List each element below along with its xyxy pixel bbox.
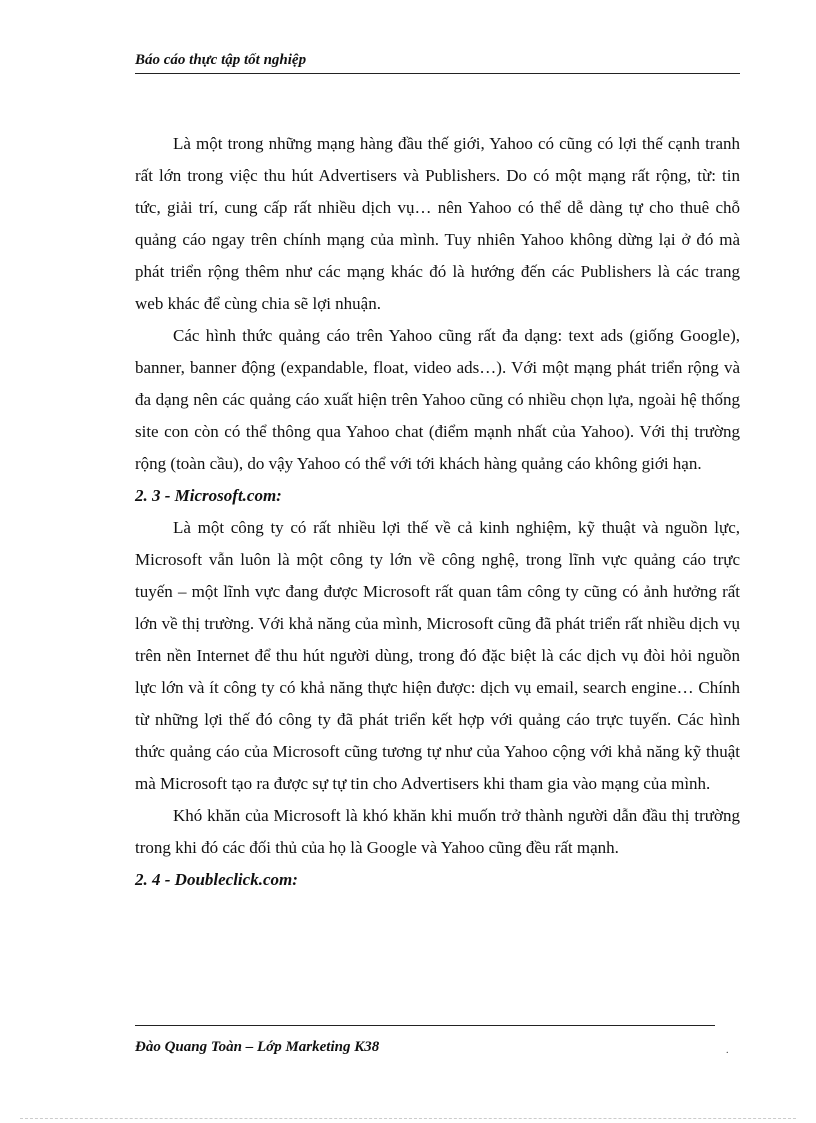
section-heading-doubleclick: 2. 4 - Doubleclick.com: <box>135 870 298 889</box>
paragraph-microsoft-advantage: Là một công ty có rất nhiều lợi thế về cả kinh nghiệm, kỹ thuật và nguồn lực, Microsoft vẫn luôn là một công ty lớn về công nghệ, trong lĩnh vực quảng cáo trực tuyến – một lĩnh vực đang được Microsoft rất quan tâm công ty cũng có ảnh hưởng rất lớn về thị trường. Với khả năng của mình, Microsoft cũng đã phát triển rất nhiều dịch vụ trên nền Internet để thu hút người dùng, trong đó đặc biệt là các dịch vụ đòi hỏi nguồn lực lớn và ít công ty có khả năng thực hiện được: dịch vụ email, search engine… Chính từ những lợi thế đó công ty đã phát triển kết hợp với quảng cáo trực tuyến. Các hình thức quảng cáo của Microsoft cũng tương tự như của Yahoo cộng với khả năng kỹ thuật mà Microsoft tạo ra được sự tự tin cho Advertisers khi tham gia vào mạng của mình. <box>135 518 740 793</box>
footer-mark: . <box>726 1045 729 1056</box>
paragraph-yahoo-advantage: Là một trong những mạng hàng đầu thế giới, Yahoo có cũng có lợi thế cạnh tranh rất lớn trong việc thu hút Advertisers và Publishers. Do có một mạng rất rộng, từ: tin tức, giải trí, cung cấp rất nhiều dịch vụ… nên Yahoo có thể dễ dàng tự cho thuê chỗ quảng cáo ngay trên chính mạng của mình. Tuy nhiên Yahoo không dừng lại ở đó mà phát triển rộng thêm như các mạng khác đó là hướng đến các Publishers là các trang web khác để cùng chia sẽ lợi nhuận. <box>135 134 740 313</box>
running-footer: Đào Quang Toàn – Lớp Marketing K38 <box>135 1039 380 1055</box>
page-break-line <box>20 1118 796 1119</box>
paragraph-yahoo-ad-formats: Các hình thức quảng cáo trên Yahoo cũng rất đa dạng: text ads (giống Google), banner, banner động (expandable, float, video ads…). Với một mạng phát triển rộng và đa dạng nên các quảng cáo xuất hiện trên Yahoo cũng có nhiều chọn lựa, ngoài hệ thống site con còn có thể thông qua Yahoo chat (điểm mạnh nhất của Yahoo). Với thị trường rộng (toàn cầu), do vậy Yahoo có thể với tới khách hàng quảng cáo không giới hạn. <box>135 326 740 473</box>
running-header: Báo cáo thực tập tốt nghiệp <box>135 52 307 68</box>
footer-rule <box>135 1025 715 1026</box>
section-heading-microsoft: 2. 3 - Microsoft.com: <box>135 486 282 505</box>
page-content <box>135 128 740 896</box>
paragraph-microsoft-difficulty: Khó khăn của Microsoft là khó khăn khi muốn trở thành người dẫn đầu thị trường trong khi đó các đối thủ của họ là Google và Yahoo cũng đều rất mạnh. <box>135 806 740 857</box>
header-rule <box>135 73 740 74</box>
